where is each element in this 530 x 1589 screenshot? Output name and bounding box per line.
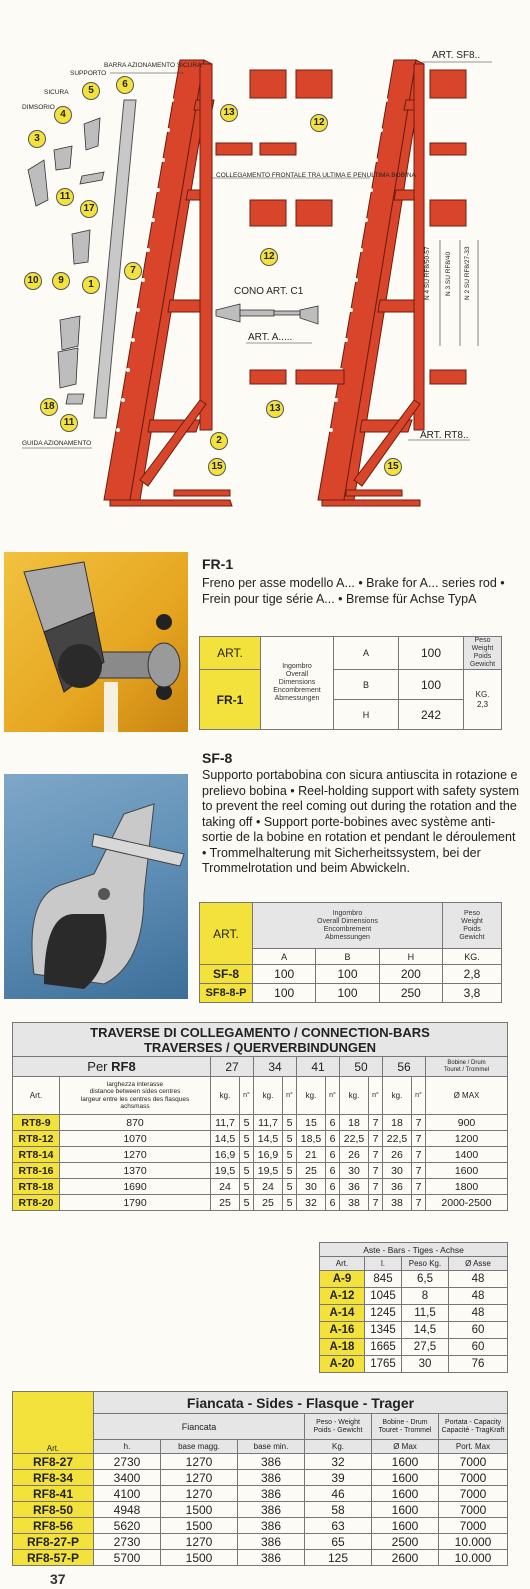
fiancata-cell-5: 1600 (372, 1518, 439, 1534)
traverse-size-50: 50 (340, 1057, 383, 1077)
traverse-cell-4: 25 (254, 1195, 283, 1211)
traverse-cell-7: 6 (326, 1195, 340, 1211)
fr1-peso-header: Peso Weight Poids Gewicht (464, 637, 502, 670)
aste-cell-1: 845 (365, 1271, 402, 1288)
fiancata-cell-1: 5620 (94, 1518, 161, 1534)
traverse-cell-11: 7 (412, 1131, 426, 1147)
traverse-title (13, 1023, 508, 1057)
fiancata-cell-1: 4948 (94, 1502, 161, 1518)
fr1-table (199, 636, 502, 730)
sf8-art-label: ART. (200, 903, 253, 965)
traverse-cell-5: 5 (283, 1147, 297, 1163)
fr1-dim-h-label: H (334, 700, 399, 730)
sf8-peso-header: Peso Weight Poids Gewicht (443, 903, 502, 949)
page-number: 37 (50, 1571, 66, 1587)
aste-row (320, 1271, 508, 1288)
fiancata-row (13, 1454, 508, 1470)
fiancata-cell-5: 1600 (372, 1470, 439, 1486)
traverse-cell-12: 2000-2500 (426, 1195, 508, 1211)
fiancata-cell-2: 1500 (161, 1502, 238, 1518)
label-n3: N 3 SU RF8/40 (445, 251, 452, 296)
fiancata-table (12, 1391, 508, 1566)
fiancata-cell-5: 2600 (372, 1550, 439, 1566)
sf8-row-a: 100 (253, 984, 316, 1003)
traverse-cell-2: 14,5 (211, 1131, 240, 1147)
cone-part (216, 304, 318, 324)
traverse-per (13, 1057, 211, 1077)
traverse-row (13, 1131, 508, 1147)
label-n2: N 2 SU RF8/27-33 (464, 246, 471, 300)
aste-cell-3: 48 (449, 1288, 508, 1305)
traverse-cell-1: 1790 (60, 1195, 211, 1211)
traverse-n-56: n° (412, 1077, 426, 1115)
callout-4: 4 (54, 106, 72, 124)
sf8-col-h: H (379, 949, 442, 965)
callout-12a: 12 (310, 114, 328, 132)
fr1-dim-b-label: B (334, 670, 399, 700)
sf8-row-a: 100 (253, 965, 316, 984)
traverse-cell-0: RT8-9 (13, 1115, 60, 1131)
sf8-row-art: SF-8 (200, 965, 253, 984)
fiancata-cell-0: RF8-50 (13, 1502, 94, 1518)
fiancata-cell-0: RF8-56 (13, 1518, 94, 1534)
sf8-photo (4, 774, 188, 999)
fiancata-col-kg: Kg. (305, 1440, 372, 1454)
traverse-cell-11: 7 (412, 1179, 426, 1195)
aste-cell-0: A-12 (320, 1288, 365, 1305)
traverse-cell-0: RT8-14 (13, 1147, 60, 1163)
traverse-cell-12: 1200 (426, 1131, 508, 1147)
callout-2: 2 (210, 432, 228, 450)
fiancata-portata: Portata - Capacity Capacité - TragKraft (439, 1414, 508, 1440)
aste-cell-2: 11,5 (402, 1305, 449, 1322)
traverse-kg-50: kg. (340, 1077, 369, 1115)
traverse-cell-4: 24 (254, 1179, 283, 1195)
callout-5: 5 (82, 82, 100, 100)
aste-cell-3: 60 (449, 1322, 508, 1339)
fiancata-cell-2: 1270 (161, 1486, 238, 1502)
sf8-row-h: 200 (379, 965, 442, 984)
traverse-cell-11: 7 (412, 1195, 426, 1211)
callout-17: 17 (80, 200, 98, 218)
traverse-cell-6: 18,5 (297, 1131, 326, 1147)
aste-cell-1: 1765 (365, 1356, 402, 1373)
traverse-cell-4: 19,5 (254, 1163, 283, 1179)
traverse-cell-3: 5 (240, 1179, 254, 1195)
fiancata-cell-6: 7000 (439, 1486, 508, 1502)
traverse-cell-7: 6 (326, 1179, 340, 1195)
traverse-cell-10: 18 (383, 1115, 412, 1131)
traverse-title-line2: TRAVERSES / QUERVERBINDUNGEN (143, 1039, 377, 1055)
fr1-dim-h-value: 242 (399, 700, 464, 730)
traverse-cell-5: 5 (283, 1195, 297, 1211)
fr1-dim-a-label: A (334, 637, 399, 670)
traverse-cell-6: 32 (297, 1195, 326, 1211)
aste-col-art: Art. (320, 1257, 365, 1271)
traverse-cell-10: 36 (383, 1179, 412, 1195)
traverse-cell-8: 36 (340, 1179, 369, 1195)
fr1-title: FR-1 (202, 556, 234, 572)
label-dimsorio: DIMSORIO (22, 104, 55, 111)
traverse-cell-4: 14,5 (254, 1131, 283, 1147)
traverse-cell-11: 7 (412, 1163, 426, 1179)
aste-cell-2: 30 (402, 1356, 449, 1373)
fiancata-cell-4: 46 (305, 1486, 372, 1502)
fiancata-row (13, 1550, 508, 1566)
traverse-cell-9: 7 (369, 1115, 383, 1131)
traverse-row (13, 1147, 508, 1163)
fiancata-cell-4: 63 (305, 1518, 372, 1534)
sf8-col-a: A (253, 949, 316, 965)
fiancata-rows (13, 1454, 508, 1566)
traverse-cell-0: RT8-18 (13, 1179, 60, 1195)
traverse-kg-56: kg. (383, 1077, 412, 1115)
fiancata-title: Fiancata - Sides - Flasque - Trager (94, 1392, 508, 1414)
aste-row (320, 1305, 508, 1322)
sf8-col-b: B (316, 949, 379, 965)
traverse-row (13, 1115, 508, 1131)
callout-18: 18 (40, 398, 58, 416)
callout-9: 9 (52, 272, 70, 290)
aste-col-asse: Ø Asse (449, 1257, 508, 1271)
fiancata-cell-3: 386 (238, 1550, 305, 1566)
fiancata-cell-6: 7000 (439, 1502, 508, 1518)
aste-row (320, 1339, 508, 1356)
fiancata-cell-3: 386 (238, 1502, 305, 1518)
traverse-kg-27: kg. (211, 1077, 240, 1115)
fiancata-cell-4: 32 (305, 1454, 372, 1470)
fiancata-cell-6: 7000 (439, 1470, 508, 1486)
fiancata-cell-0: RF8-41 (13, 1486, 94, 1502)
fr1-peso (464, 670, 502, 730)
traverse-cell-0: RT8-12 (13, 1131, 60, 1147)
label-art-a: ART. A..... (248, 332, 293, 343)
callout-7: 7 (124, 262, 142, 280)
aste-cell-3: 76 (449, 1356, 508, 1373)
aste-col-l: l. (365, 1257, 402, 1271)
fiancata-cell-3: 386 (238, 1470, 305, 1486)
traverse-row (13, 1163, 508, 1179)
aste-cell-1: 1665 (365, 1339, 402, 1356)
label-n4: N 4 SU RF8/50-57 (424, 246, 431, 300)
sf8-description: Supporto portabobina con sicura antiuscita in rotazione e prelievo bobina • Reel-holding support with safety system to prevent the reel coming out during the rotation and the taking off • Support porte-bobines avec système anti-sortie de la bobine en rotation et pendant le déroulement • Trommelhalterung mit Sicherheitssystem, bei der Trommelrotation und beim Abwickeln. (202, 768, 520, 875)
sf8-row-b: 100 (316, 965, 379, 984)
fiancata-cell-4: 39 (305, 1470, 372, 1486)
fiancata-col-base-min: base min. (238, 1440, 305, 1454)
traverse-cell-10: 38 (383, 1195, 412, 1211)
fiancata-cell-6: 7000 (439, 1518, 508, 1534)
fiancata-cell-3: 386 (238, 1534, 305, 1550)
aste-cell-1: 1345 (365, 1322, 402, 1339)
traverse-n-50: n° (369, 1077, 383, 1115)
callout-13b: 13 (266, 400, 284, 418)
aste-cell-0: A-16 (320, 1322, 365, 1339)
fr1-art-label: ART. (200, 637, 261, 670)
fiancata-cell-4: 125 (305, 1550, 372, 1566)
traverse-cell-3: 5 (240, 1163, 254, 1179)
traverse-cell-6: 30 (297, 1179, 326, 1195)
fiancata-col-max: Ø Max (372, 1440, 439, 1454)
fiancata-cell-0: RF8-34 (13, 1470, 94, 1486)
traverse-cell-5: 5 (283, 1179, 297, 1195)
traverse-cell-5: 5 (283, 1131, 297, 1147)
fr1-description: Freno per asse modello A... • Brake for A... series rod • Frein pour tige série A... • Bremse für Achse TypA (202, 576, 505, 606)
callout-15b: 15 (384, 458, 402, 476)
aste-rows (320, 1271, 508, 1373)
aste-cell-3: 60 (449, 1339, 508, 1356)
traverse-title-line1: TRAVERSE DI COLLEGAMENTO / CONNECTION-BARS (90, 1024, 430, 1040)
callout-11b: 11 (60, 414, 78, 432)
aste-title: Aste - Bars - Tiges - Achse (320, 1243, 508, 1257)
traverse-bobine: Bobine / Drum Touret / Trommel (426, 1057, 508, 1077)
traverse-cell-10: 30 (383, 1163, 412, 1179)
label-art-rt8: ART. RT8.. (420, 430, 469, 441)
fiancata-col-port: Port. Max (439, 1440, 508, 1454)
traverse-rows (13, 1115, 508, 1211)
callout-6: 6 (116, 76, 134, 94)
sf8-col-kg: KG. (443, 949, 502, 965)
label-art-sf8: ART. SF8.. (432, 50, 481, 61)
traverse-cell-5: 5 (283, 1115, 297, 1131)
fiancata-bobine: Bobine - Drum Touret - Trommel (372, 1414, 439, 1440)
fiancata-cell-1: 5700 (94, 1550, 161, 1566)
aste-cell-1: 1245 (365, 1305, 402, 1322)
aste-cell-1: 1045 (365, 1288, 402, 1305)
aste-cell-0: A-18 (320, 1339, 365, 1356)
traverse-cell-1: 1070 (60, 1131, 211, 1147)
traverse-per-model: RF8 (111, 1059, 136, 1074)
traverse-cell-1: 870 (60, 1115, 211, 1131)
traverse-cell-7: 6 (326, 1163, 340, 1179)
aste-cell-2: 14,5 (402, 1322, 449, 1339)
traverse-size-56: 56 (383, 1057, 426, 1077)
sf8-row-b: 100 (316, 984, 379, 1003)
fiancata-cell-1: 4100 (94, 1486, 161, 1502)
aste-cell-2: 27,5 (402, 1339, 449, 1356)
fiancata-cell-4: 65 (305, 1534, 372, 1550)
traverse-table (12, 1022, 508, 1211)
traverse-cell-10: 26 (383, 1147, 412, 1163)
fiancata-row (13, 1486, 508, 1502)
fr1-ingombro: Ingombro Overall Dimensions Encombrement Abmessungen (261, 637, 334, 730)
fiancata-row (13, 1518, 508, 1534)
traverse-cell-11: 7 (412, 1147, 426, 1163)
traverse-cell-6: 21 (297, 1147, 326, 1163)
label-cono: CONO ART. C1 (234, 286, 304, 297)
traverse-cell-1: 1270 (60, 1147, 211, 1163)
traverse-row (13, 1195, 508, 1211)
aste-table (319, 1242, 508, 1373)
aste-cell-0: A-20 (320, 1356, 365, 1373)
sf8-row-kg: 2,8 (443, 965, 502, 984)
fiancata-cell-0: RF8-27-P (13, 1534, 94, 1550)
callout-10: 10 (24, 272, 42, 290)
traverse-cell-3: 5 (240, 1115, 254, 1131)
fiancata-cell-2: 1270 (161, 1470, 238, 1486)
traverse-cell-2: 24 (211, 1179, 240, 1195)
traverse-n-27: n° (240, 1077, 254, 1115)
label-guida: GUIDA AZIONAMENTO (22, 440, 92, 447)
callout-13a: 13 (220, 104, 238, 122)
traverse-cell-3: 5 (240, 1147, 254, 1163)
fr1-photo (4, 552, 188, 732)
traverse-cell-9: 7 (369, 1195, 383, 1211)
aste-cell-0: A-14 (320, 1305, 365, 1322)
fiancata-cell-0: RF8-27 (13, 1454, 94, 1470)
aste-cell-2: 8 (402, 1288, 449, 1305)
sf8-title: SF-8 (202, 750, 233, 766)
callout-12b: 12 (260, 248, 278, 266)
label-supporto: SUPPORTO (70, 70, 107, 77)
fr1-peso-value: 2,3 (476, 699, 489, 709)
traverse-cell-8: 38 (340, 1195, 369, 1211)
traverse-kg-41: kg. (297, 1077, 326, 1115)
traverse-cell-12: 900 (426, 1115, 508, 1131)
fiancata-col-base-magg: base magg. (161, 1440, 238, 1454)
fiancata-cell-1: 3400 (94, 1470, 161, 1486)
label-barra: BARRA AZIONAMENTO SICURA (104, 62, 202, 69)
fiancata-cell-2: 1270 (161, 1534, 238, 1550)
fr1-dim-b-value: 100 (399, 670, 464, 700)
sf8-row-h: 250 (379, 984, 442, 1003)
fr1-art: FR-1 (200, 670, 261, 730)
traverse-size-27: 27 (211, 1057, 254, 1077)
traverse-cell-7: 6 (326, 1131, 340, 1147)
fiancata-cell-2: 1500 (161, 1550, 238, 1566)
sf8-row-kg: 3,8 (443, 984, 502, 1003)
traverse-row (13, 1179, 508, 1195)
traverse-cell-2: 19,5 (211, 1163, 240, 1179)
fr1-dim-a-value: 100 (399, 637, 464, 670)
label-collegamento: COLLEGAMENTO FRONTALE TRA ULTIMA E PENULTIMA BOBINA (216, 172, 416, 179)
traverse-cell-6: 25 (297, 1163, 326, 1179)
fr1-peso-unit: KG. (475, 689, 490, 699)
traverse-cell-8: 22,5 (340, 1131, 369, 1147)
traverse-cell-3: 5 (240, 1131, 254, 1147)
traverse-cell-8: 30 (340, 1163, 369, 1179)
callout-1: 1 (82, 276, 100, 294)
traverse-cell-9: 7 (369, 1147, 383, 1163)
traverse-cell-5: 5 (283, 1163, 297, 1179)
traverse-cell-11: 7 (412, 1115, 426, 1131)
fiancata-cell-3: 386 (238, 1486, 305, 1502)
traverse-cell-4: 11,7 (254, 1115, 283, 1131)
traverse-cell-10: 22,5 (383, 1131, 412, 1147)
traverse-per-label: Per (87, 1059, 108, 1074)
fiancata-cell-5: 1600 (372, 1486, 439, 1502)
fiancata-cell-4: 58 (305, 1502, 372, 1518)
traverse-cell-9: 7 (369, 1163, 383, 1179)
sf8-row-art: SF8-8-P (200, 984, 253, 1003)
traverse-cell-6: 15 (297, 1115, 326, 1131)
traverse-cell-1: 1370 (60, 1163, 211, 1179)
fiancata-cell-2: 1270 (161, 1454, 238, 1470)
fiancata-art-label: Art. (13, 1392, 94, 1454)
fiancata-cell-5: 2500 (372, 1534, 439, 1550)
traverse-cell-2: 25 (211, 1195, 240, 1211)
fiancata-cell-5: 1600 (372, 1454, 439, 1470)
fiancata-cell-3: 386 (238, 1518, 305, 1534)
traverse-size-34: 34 (254, 1057, 297, 1077)
fiancata-peso: Peso - Weight Poids - Gewicht (305, 1414, 372, 1440)
fiancata-cell-6: 7000 (439, 1454, 508, 1470)
aste-col-peso: Peso Kg. (402, 1257, 449, 1271)
aste-row (320, 1322, 508, 1339)
traverse-cell-8: 26 (340, 1147, 369, 1163)
traverse-cell-9: 7 (369, 1131, 383, 1147)
traverse-cell-2: 16,9 (211, 1147, 240, 1163)
callout-15a: 15 (208, 458, 226, 476)
aste-cell-0: A-9 (320, 1271, 365, 1288)
traverse-kg-34: kg. (254, 1077, 283, 1115)
fiancata-cell-5: 1600 (372, 1502, 439, 1518)
aste-cell-3: 48 (449, 1305, 508, 1322)
small-parts (28, 118, 104, 404)
fiancata-cell-2: 1500 (161, 1518, 238, 1534)
fiancata-row (13, 1470, 508, 1486)
fiancata-sub: Fiancata (94, 1414, 305, 1440)
traverse-cell-9: 7 (369, 1179, 383, 1195)
traverse-cell-8: 18 (340, 1115, 369, 1131)
callout-11a: 11 (56, 188, 74, 206)
traverse-cell-3: 5 (240, 1195, 254, 1211)
fiancata-cell-0: RF8-57-P (13, 1550, 94, 1566)
traverse-cell-0: RT8-20 (13, 1195, 60, 1211)
traverse-cell-4: 16,9 (254, 1147, 283, 1163)
fiancata-cell-3: 386 (238, 1454, 305, 1470)
fiancata-cell-6: 10.000 (439, 1534, 508, 1550)
traverse-n-41: n° (326, 1077, 340, 1115)
fiancata-row (13, 1534, 508, 1550)
traverse-cell-7: 6 (326, 1115, 340, 1131)
traverse-cell-12: 1600 (426, 1163, 508, 1179)
traverse-cell-12: 1800 (426, 1179, 508, 1195)
callout-3: 3 (28, 130, 46, 148)
traverse-n-34: n° (283, 1077, 297, 1115)
traverse-cell-7: 6 (326, 1147, 340, 1163)
traverse-cell-12: 1400 (426, 1147, 508, 1163)
aste-cell-2: 6,5 (402, 1271, 449, 1288)
fiancata-cell-1: 2730 (94, 1534, 161, 1550)
traverse-max: Ø MAX (426, 1077, 508, 1115)
aste-row (320, 1356, 508, 1373)
fiancata-col-h: h. (94, 1440, 161, 1454)
traverse-cell-1: 1690 (60, 1179, 211, 1195)
fiancata-cell-1: 2730 (94, 1454, 161, 1470)
sf8-ingombro: Ingombro Overall Dimensions Encombrement Abmessungen (253, 903, 443, 949)
right-side-frame (318, 60, 424, 506)
traverse-cell-2: 11,7 (211, 1115, 240, 1131)
traverse-larg: larghezza interasse distance between sides centres largeur entre les centres des flasques achsmass (60, 1077, 211, 1115)
fiancata-cell-6: 10.000 (439, 1550, 508, 1566)
traverse-art-label: Art. (13, 1077, 60, 1115)
label-sicura: SICURA (44, 89, 69, 96)
traverse-size-41: 41 (297, 1057, 340, 1077)
fiancata-row (13, 1502, 508, 1518)
aste-row (320, 1288, 508, 1305)
sf8-table (199, 902, 502, 1003)
exploded-diagram (0, 0, 530, 520)
traverse-cell-0: RT8-16 (13, 1163, 60, 1179)
aste-cell-3: 48 (449, 1271, 508, 1288)
